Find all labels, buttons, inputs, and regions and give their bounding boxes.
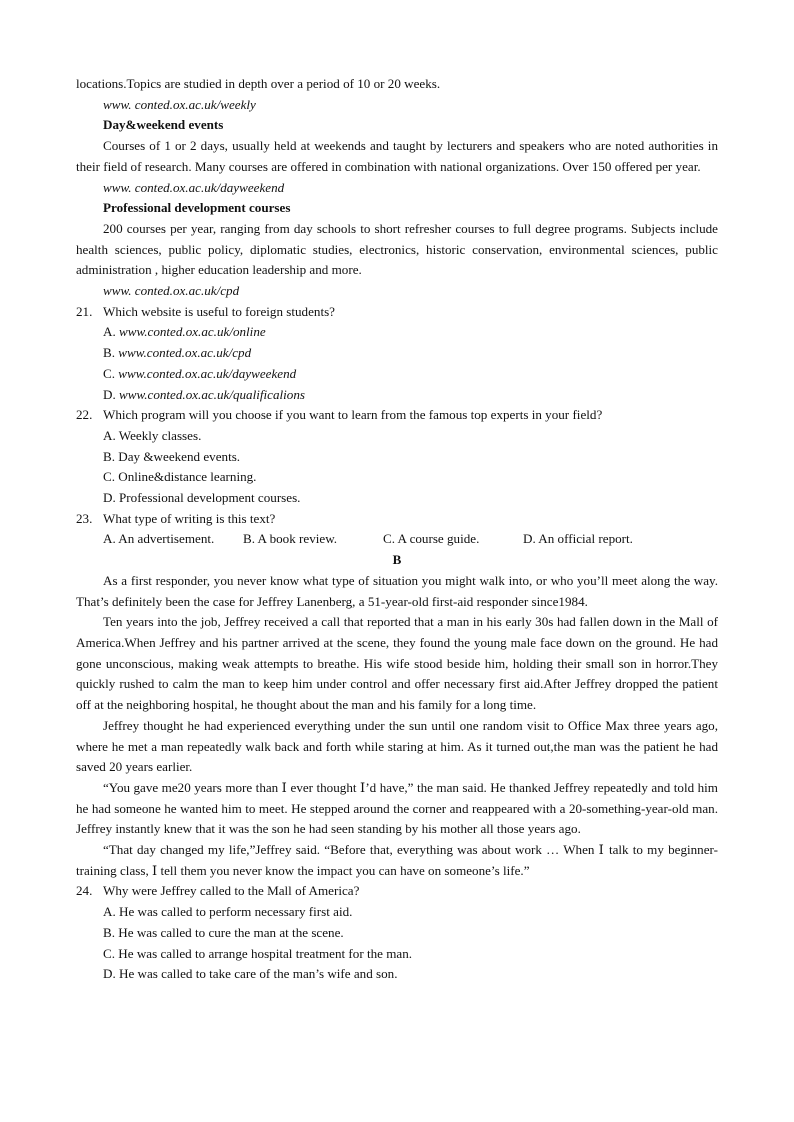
passage-paragraph: As a first responder, you never know what type of situation you might walk into, or who you’ll meet along the way. That’s definitely been the case for Jeffrey Lanenberg, a 51-year-old first-aid responder since1984. <box>76 572 718 609</box>
exam-page <box>76 74 718 985</box>
option-23-d[interactable]: D. An official report. <box>523 531 633 547</box>
url-weekly: www. conted.ox.ac.uk/weekly <box>103 96 256 112</box>
option-21-a[interactable] <box>76 322 718 343</box>
passage-paragraph: “That day changed my life,”Jeffrey said. “Before that, everything was about work … When Ⅰ talk to my beginner-training class, Ⅰ tell them you never know the impact you can have on someone’s life.” <box>76 842 718 878</box>
option-label: A. <box>103 324 120 340</box>
professional-body: 200 courses per year, ranging from day schools to short refresher courses to full degree programs. Subjects include health sciences, public policy, diplomatic studies, electronics, historic conservation, environmental sciences, public administration , higher education leadership and more. <box>76 220 718 278</box>
day-weekend-heading: Day&weekend events <box>103 117 224 133</box>
option-label: D. <box>103 386 120 402</box>
day-weekend-body: Courses of 1 or 2 days, usually held at weekends and taught by lecturers and speakers who are noted authorities in their field of research. Many courses are offered in combination with national organizations. Over 150 offered per year. <box>76 138 718 174</box>
option-24-c[interactable]: C. He was called to arrange hospital treatment for the man. <box>103 945 413 961</box>
option-24-d[interactable]: D. He was called to take care of the man’s wife and son. <box>103 966 398 982</box>
intro-continuation: locations.Topics are studied in depth over a period of 10 or 20 weeks. <box>76 76 441 91</box>
question-text: Which website is useful to foreign students? <box>103 303 335 319</box>
question-number: 22. <box>76 407 93 423</box>
option-23-b[interactable]: B. A book review. <box>243 531 338 547</box>
question-23 <box>76 509 718 530</box>
option-22-c[interactable]: C. Online&distance learning. <box>103 469 257 485</box>
option-22-a[interactable]: A. Weekly classes. <box>103 427 202 443</box>
option-21-b[interactable] <box>76 343 718 364</box>
option-label: C. <box>103 365 119 381</box>
question-21 <box>76 302 718 323</box>
question-text: Which program will you choose if you want to learn from the famous top experts in your field? <box>103 407 603 423</box>
question-number: 21. <box>76 303 93 319</box>
question-24 <box>76 881 718 902</box>
question-text: What type of writing is this text? <box>103 510 276 526</box>
option-21-d[interactable] <box>76 385 718 406</box>
question-number: 24. <box>76 883 93 899</box>
option-24-a[interactable]: A. He was called to perform necessary first aid. <box>103 904 353 920</box>
question-text: Why were Jeffrey called to the Mall of America? <box>103 883 360 899</box>
option-21-c[interactable] <box>76 364 718 385</box>
option-22-d[interactable]: D. Professional development courses. <box>103 490 301 506</box>
url-dayweekend: www. conted.ox.ac.uk/dayweekend <box>103 179 285 195</box>
passage-paragraph: “You gave me20 years more than Ⅰ ever thought Ⅰ’d have,” the man said. He thanked Jeffrey repeatedly and told him he had someone he wanted him to meet. He stepped around the corner and reappeared with a 20-something-year-old man. Jeffrey instantly knew that it was the son he had seen standing by his mother all those years ago. <box>76 779 718 837</box>
options-row-23 <box>76 529 718 550</box>
question-22 <box>76 405 718 426</box>
question-number: 23. <box>76 510 93 526</box>
passage-paragraph: Ten years into the job, Jeffrey received a call that reported that a man in his early 30s had fallen down in the Mall of America.When Jeffrey and his partner arrived at the scene, they found the young male face down on the ground. He had gone unconscious, making weak attempts to breathe. His wife stood beside him, holding their small son in horror.They quickly rushed to calm the man to keep him under control and offer necessary first aid.After Jeffrey dropped the patient off at the neighboring hospital, he thought about the man and his family for a long time. <box>76 614 718 713</box>
option-text: www.conted.ox.ac.uk/cpd <box>118 345 252 361</box>
option-text: www.conted.ox.ac.uk/online <box>119 324 266 340</box>
option-24-b[interactable]: B. He was called to cure the man at the scene. <box>103 924 344 940</box>
section-b-label: B <box>392 552 402 568</box>
option-text: www.conted.ox.ac.uk/qualificalions <box>119 386 305 402</box>
option-text: www.conted.ox.ac.uk/dayweekend <box>118 365 297 381</box>
professional-heading: Professional development courses <box>103 200 291 216</box>
option-label: B. <box>103 345 119 361</box>
passage-paragraph: Jeffrey thought he had experienced everything under the sun until one random visit to Office Max three years ago, where he met a man repeatedly walk back and forth while staring at him. As it turned out,the man was the patient he had saved 20 years earlier. <box>76 717 718 775</box>
option-23-a[interactable]: A. An advertisement. <box>103 531 215 547</box>
url-cpd: www. conted.ox.ac.uk/cpd <box>103 283 240 299</box>
option-23-c[interactable]: C. A course guide. <box>383 531 480 547</box>
option-22-b[interactable]: B. Day &weekend events. <box>103 448 241 464</box>
